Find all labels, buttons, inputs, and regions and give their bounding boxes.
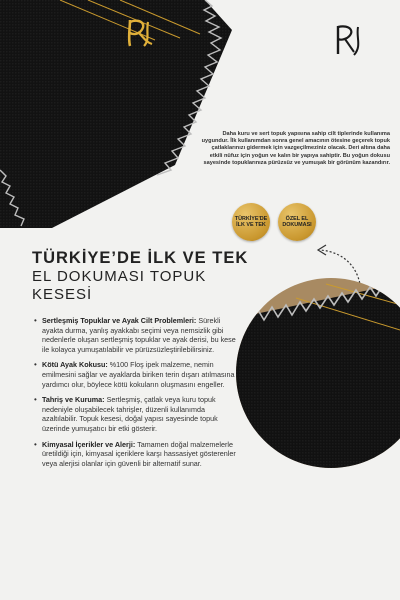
title-line-1: TÜRKİYE’DE İLK VE TEK	[32, 249, 249, 267]
feature-label: Sertleşmiş Topuklar ve Ayak Cilt Problemleri:	[42, 316, 197, 325]
closeup-weave-image	[236, 278, 400, 468]
feature-text: %100 Floş ipek malzeme, nemin emilmesini sağlar ve ayaklarda biriken terin dışarı atılmasına yardımcı olur, böylece kötü kokuların oluşmasını engeller.	[42, 360, 235, 389]
badge-hand-woven	[278, 203, 316, 241]
title-line-3: KESESİ	[32, 286, 93, 303]
feature-label: Tahriş ve Kuruma:	[42, 395, 105, 405]
list-item	[42, 440, 242, 469]
page-title	[32, 249, 282, 305]
list-item	[42, 395, 242, 433]
product-photo-top	[0, 0, 240, 228]
intro-description: Daha kuru ve sert topuk yapısına sahip cilt tiplerinde kullanıma uygundur. İlk kullanımdan sonra genel amacının ötesine geçerek topuk çatlaklarınızı gidermek için vazgeçilmeziniz olacak. Deri altına daha etkili nüfuz için yoğun ve kalın bir yapıya sahiptir. Bu yoğun dokusu sayesinde topuklarınıza pürüzsüz ve yumuşak bir görünüm kazandırır.	[201, 131, 390, 166]
feature-label: Kötü Ayak Kokusu:	[42, 360, 108, 370]
pouch-image	[0, 0, 240, 228]
list-item	[42, 360, 242, 389]
feature-list	[34, 316, 242, 474]
badge-label: ÖZEL EL DOKUMASI	[282, 215, 312, 228]
brand-logo-icon	[330, 22, 370, 58]
feature-text: Sürekli ayakta durma, yanlış ayakkabı seçimi veya nemsizlik gibi nedenlerle oluşan sertleşmiş topuklar ve ayak derisi, bu kese ile kolayca yumuşatılabilir ve pürüzsüzleştirilebilirsiniz.	[42, 316, 236, 354]
list-item	[42, 316, 242, 354]
feature-text: Tamamen doğal malzemelerle üretildiği için, kimyasal içeriklere karşı hassasiyet gösterenler veya alerjisi olanlar için güvenli bir alternatif sunar.	[42, 439, 236, 468]
feature-text: Sertleşmiş, çatlak veya kuru topuk nedeniyle oluşabilecek tahrişler, düzenli kullanımda azaltılabilir. Topuk kesesi, doğal yapısı sayesinde topuk üzerinde yumuşatıcı bir etki gösterir.	[42, 395, 218, 433]
closeup-photo	[236, 278, 400, 468]
title-line-2: EL DOKUMASI TOPUK	[32, 267, 207, 285]
badge-first-in-turkey	[232, 203, 270, 241]
badge-label: TÜRKİYE'DE İLK VE TEK	[234, 215, 268, 228]
feature-label: Kimyasal İçerikler ve Alerji:	[42, 439, 136, 449]
